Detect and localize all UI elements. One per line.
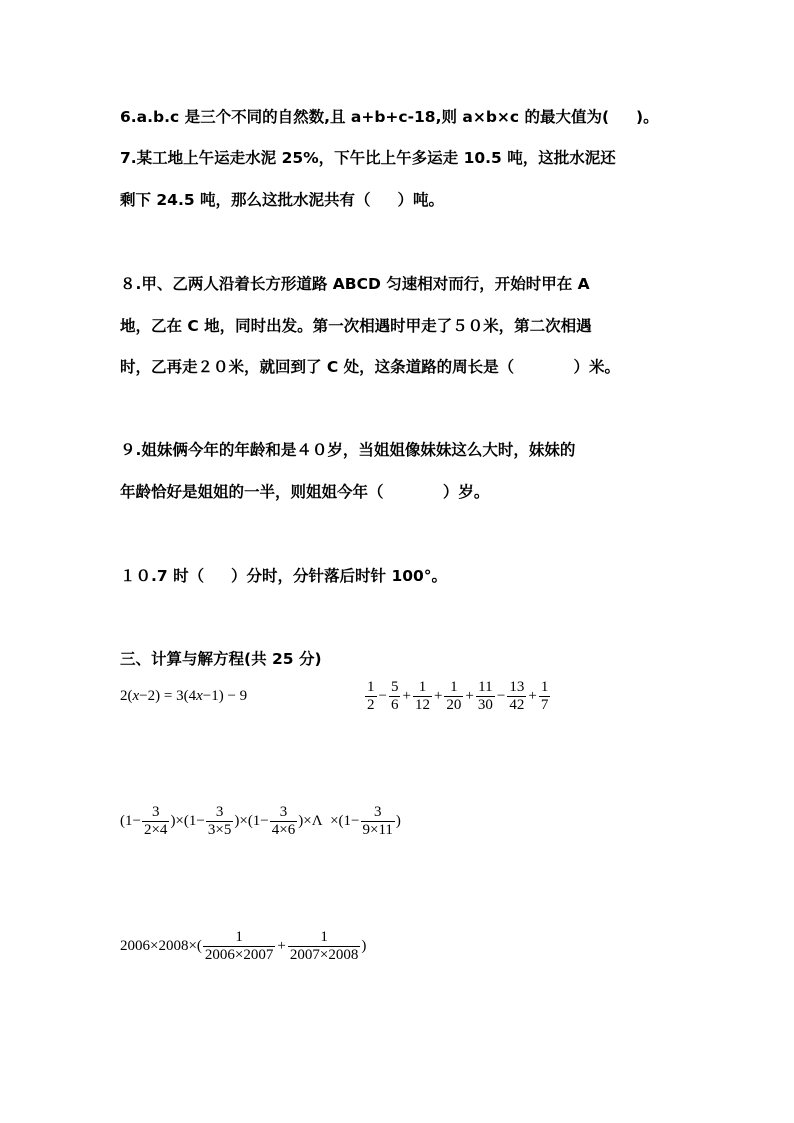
sum-term-2-den: 6	[390, 697, 399, 713]
sum-term-4	[444, 680, 463, 713]
sum-op-6: +	[528, 687, 537, 704]
sum-term-5	[476, 680, 495, 713]
sum-op-5: −	[496, 687, 506, 704]
eq1-part-c: −1) − 9	[202, 688, 248, 704]
prod-f3-frac	[270, 805, 297, 838]
prod-f1-post: )×	[170, 812, 184, 829]
sum-op-4: +	[465, 687, 474, 704]
sum-term-7-den: 7	[540, 697, 549, 713]
sum-op-3: +	[433, 687, 443, 704]
prod-f3-pre: (1−	[247, 812, 269, 829]
prod-f4-post: )	[395, 812, 401, 829]
prod-f1-pre: (1−	[120, 812, 141, 829]
q9-text-line2: 年龄恰好是姐姐的一半，则姐姐今年（ ）岁。	[120, 483, 490, 501]
sum-term-1	[365, 680, 377, 713]
last-frac-a	[203, 930, 275, 963]
eq1-part-b: −2) = 3(4	[139, 688, 197, 704]
sum-term-4-num: 1	[450, 679, 458, 695]
prod-f4-den: 9×11	[362, 822, 393, 838]
product-expression	[120, 805, 401, 838]
sum-term-3	[413, 680, 432, 713]
sum-term-7-num: 1	[540, 679, 549, 695]
q8-text-line1: ８.甲、乙两人沿着长方形道路 ABCD 匀速相对而行，开始时甲在 A	[120, 275, 590, 293]
sum-term-7	[539, 680, 551, 713]
last-plus: +	[277, 937, 286, 954]
sum-term-2	[389, 680, 401, 713]
sum-op-2: +	[402, 687, 411, 704]
q9-text-line1: ９.姐妹俩今年的年龄和是４０岁，当姐姐像妹妹这么大时，妹妹的	[120, 441, 576, 459]
q6-text: 6.a.b.c 是三个不同的自然数,且 a+b+c-18,则 a×b×c 的最大值为( )。	[120, 108, 659, 126]
q8-text-line3: 时，乙再走２０米，就回到了 C 处，这条道路的周长是（ ）米。	[120, 358, 621, 376]
sum-term-6-den: 42	[509, 697, 525, 713]
sum-term-2-num: 5	[390, 679, 399, 695]
sum-term-1-num: 1	[367, 679, 375, 695]
last-frac-b-den: 2007×2008	[289, 947, 359, 963]
prod-f2-den: 3×5	[207, 822, 232, 838]
q8-text-line2: 地，乙在 C 地，同时出发。第一次相遇时甲走了５０米，第二次相遇	[120, 317, 592, 335]
last-frac-a-den: 2006×2007	[204, 947, 274, 963]
prod-f1-num: 3	[151, 804, 160, 820]
sum-term-4-den: 20	[446, 697, 462, 713]
last-frac-a-num: 1	[235, 929, 243, 945]
prod-f2-post: )×	[234, 812, 248, 829]
sum-op-1: −	[378, 687, 387, 704]
sum-term-3-den: 12	[414, 697, 430, 713]
prod-f2-pre: (1−	[183, 812, 205, 829]
section3-heading: 三、计算与解方程(共 25 分)	[120, 650, 322, 668]
last-suffix: )	[361, 937, 367, 954]
q7-text-line2: 剩下 24.5 吨，那么这批水泥共有（ ）吨。	[120, 191, 445, 209]
sum-term-5-num: 11	[478, 679, 493, 695]
eq1-var-x: x	[132, 688, 140, 704]
eq1-part-a: 2(	[120, 688, 133, 704]
prod-f2-frac	[206, 805, 233, 838]
prod-f3-den: 4×6	[271, 822, 296, 838]
prod-f4-frac	[361, 805, 395, 838]
sum-term-5-den: 30	[477, 697, 493, 713]
last-prefix: 2006×2008×(	[120, 937, 202, 954]
fraction-sum-expression	[364, 680, 551, 713]
prod-f4-pre: (1−	[338, 812, 360, 829]
last-frac-b	[288, 930, 360, 963]
eq1-var-x2: x	[196, 688, 203, 704]
prod-f3-num: 3	[279, 804, 288, 820]
sum-term-1-den: 2	[367, 697, 375, 713]
equation-1	[120, 688, 247, 705]
q7-text-line1: 7.某工地上午运走水泥 25%，下午比上午多运走 10.5 吨，这批水泥还	[120, 149, 616, 167]
last-expression	[120, 930, 366, 963]
last-frac-b-num: 1	[320, 929, 328, 945]
sum-term-6-num: 13	[509, 679, 525, 695]
prod-f3-post: )×Λ ×	[298, 812, 339, 829]
sum-term-6	[507, 680, 526, 713]
prod-f1-den: 2×4	[143, 822, 168, 838]
prod-f2-num: 3	[215, 804, 224, 820]
prod-f4-num: 3	[373, 804, 382, 820]
prod-f1-frac	[142, 805, 169, 838]
q10-text: １０.7 时（ ）分时，分针落后时针 100°。	[120, 567, 448, 585]
sum-term-3-num: 1	[418, 679, 427, 695]
